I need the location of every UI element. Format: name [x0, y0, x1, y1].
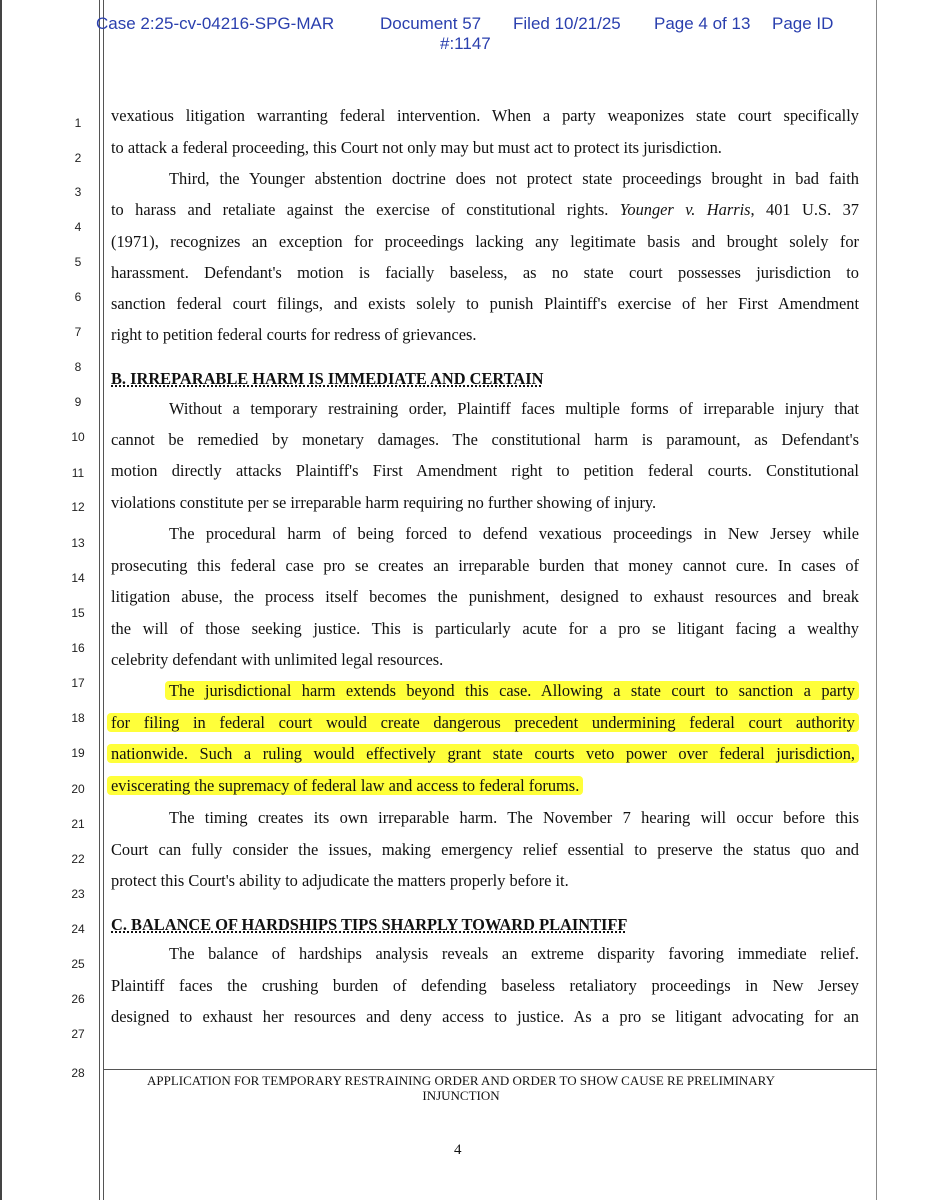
highlight-span: for filing in federal court would create dangerous precedent undermining federal court authority [107, 713, 859, 732]
text-line: The procedural harm of being forced to defend vexatious proceedings in New Jersey while [169, 524, 859, 543]
line-number: 15 [71, 606, 85, 620]
line-number: 28 [71, 1066, 85, 1080]
line-number: 5 [74, 255, 82, 269]
text-line: Court can fully consider the issues, making emergency relief essential to preserve the status quo and [111, 840, 859, 859]
text-line: Plaintiff faces the crushing burden of defending baseless retaliatory proceedings in New Jersey [111, 976, 859, 995]
text-line: motion directly attacks Plaintiff's First Amendment right to petition federal courts. Constitutional [111, 461, 859, 480]
text-line: (1971), recognizes an exception for proceedings lacking any legitimate basis and brought solely for [111, 232, 859, 251]
highlighted-line [111, 713, 859, 737]
text-line: vexatious litigation warranting federal intervention. When a party weaponizes state court specifically [111, 106, 859, 125]
text-line: prosecuting this federal case pro se creates an irreparable burden that money cannot cure. In cases of [111, 556, 859, 575]
text-line: Third, the Younger abstention doctrine does not protect state proceedings brought in bad faith [169, 169, 859, 188]
line-number: 7 [74, 325, 82, 339]
section-heading-c: C. BALANCE OF HARDSHIPS TIPS SHARPLY TOWARD PLAINTIFF [111, 915, 628, 934]
case-number: Case 2:25-cv-04216-SPG-MAR [96, 14, 335, 33]
line-number: 11 [71, 466, 85, 480]
line-number: 2 [74, 151, 82, 165]
line-number: 24 [71, 922, 85, 936]
line-number: 13 [71, 536, 85, 550]
page-id-label: Page ID [772, 14, 834, 33]
text-line: The timing creates its own irreparable harm. The November 7 hearing will occur before this [169, 808, 859, 827]
highlight-span: nationwide. Such a ruling would effectively grant state courts veto power over federal jurisdiction, [107, 744, 859, 763]
line-number: 12 [71, 500, 85, 514]
text-line: cannot be remedied by monetary damages. The constitutional harm is paramount, as Defendant's [111, 430, 859, 449]
line-number: 9 [74, 395, 82, 409]
line-number: 14 [71, 571, 85, 585]
section-heading-b: B. IRREPARABLE HARM IS IMMEDIATE AND CERTAIN [111, 369, 544, 388]
line-number: 17 [71, 676, 85, 690]
margin-rule-left-1 [99, 0, 100, 1200]
line-number: 19 [71, 746, 85, 760]
text-span: to harass and retaliate against the exercise of constitutional rights. [111, 200, 609, 219]
page-count: Page 4 of 13 [654, 14, 751, 33]
line-number: 27 [71, 1027, 85, 1041]
text-line: protect this Court's ability to adjudicate the matters properly before it. [111, 871, 569, 890]
text-line: to attack a federal proceeding, this Court not only may but must act to protect its jurisdiction. [111, 138, 722, 157]
line-number: 22 [71, 852, 85, 866]
line-number: 4 [74, 220, 82, 234]
line-number: 1 [74, 116, 82, 130]
text-line: designed to exhaust her resources and deny access to justice. As a pro se litigant advocating for an [111, 1007, 859, 1026]
highlighted-line [111, 744, 859, 768]
filed-date: Filed 10/21/25 [513, 14, 621, 33]
page-number: 4 [454, 1142, 462, 1158]
text-line: litigation abuse, the process itself becomes the punishment, designed to exhaust resources and break [111, 587, 859, 606]
line-number: 23 [71, 887, 85, 901]
text-line: Without a temporary restraining order, Plaintiff faces multiple forms of irreparable injury that [169, 399, 859, 418]
text-line: harassment. Defendant's motion is facially baseless, as no state court possesses jurisdiction to [111, 263, 859, 282]
highlight-span: The jurisdictional harm extends beyond this case. Allowing a state court to sanction a party [165, 681, 859, 700]
highlighted-line [111, 681, 859, 705]
document-number: Document 57 [380, 14, 482, 33]
line-number: 25 [71, 957, 85, 971]
page-left-edge [0, 0, 2, 1200]
line-number: 18 [71, 711, 85, 725]
text-line: right to petition federal courts for redress of grievances. [111, 325, 477, 344]
line-number: 8 [74, 360, 82, 374]
line-number: 20 [71, 782, 85, 796]
line-number: 16 [71, 641, 85, 655]
text-line: celebrity defendant with unlimited legal resources. [111, 650, 444, 669]
line-number: 10 [71, 430, 85, 444]
line-number: 26 [71, 992, 85, 1006]
text-line: violations constitute per se irreparable harm requiring no further showing of injury. [111, 493, 657, 512]
margin-rule-right [876, 0, 877, 1200]
text-line: the will of those seeking justice. This is particularly acute for a pro se litigant facing a wealthy [111, 619, 859, 638]
line-number: 21 [71, 817, 85, 831]
text-span: , 401 U.S. 37 [750, 200, 859, 219]
line-number: 3 [74, 185, 82, 199]
text-line: sanction federal court filings, and exists solely to punish Plaintiff's exercise of her First Amendment [111, 294, 859, 313]
highlighted-line [111, 776, 859, 800]
case-citation: Younger v. Harris [619, 200, 751, 219]
line-number: 6 [74, 290, 82, 304]
text-line [111, 200, 859, 224]
highlight-span: eviscerating the supremacy of federal law and access to federal forums. [107, 776, 583, 795]
footer-rule [104, 1069, 877, 1070]
footer-title: APPLICATION FOR TEMPORARY RESTRAINING ORDER AND ORDER TO SHOW CAUSE RE PRELIMINARY INJUNCTION [146, 1073, 776, 1103]
text-line: The balance of hardships analysis reveals an extreme disparity favoring immediate relief. [169, 944, 859, 963]
page-id-value: #:1147 [440, 34, 491, 53]
margin-rule-left-2 [103, 0, 104, 1200]
